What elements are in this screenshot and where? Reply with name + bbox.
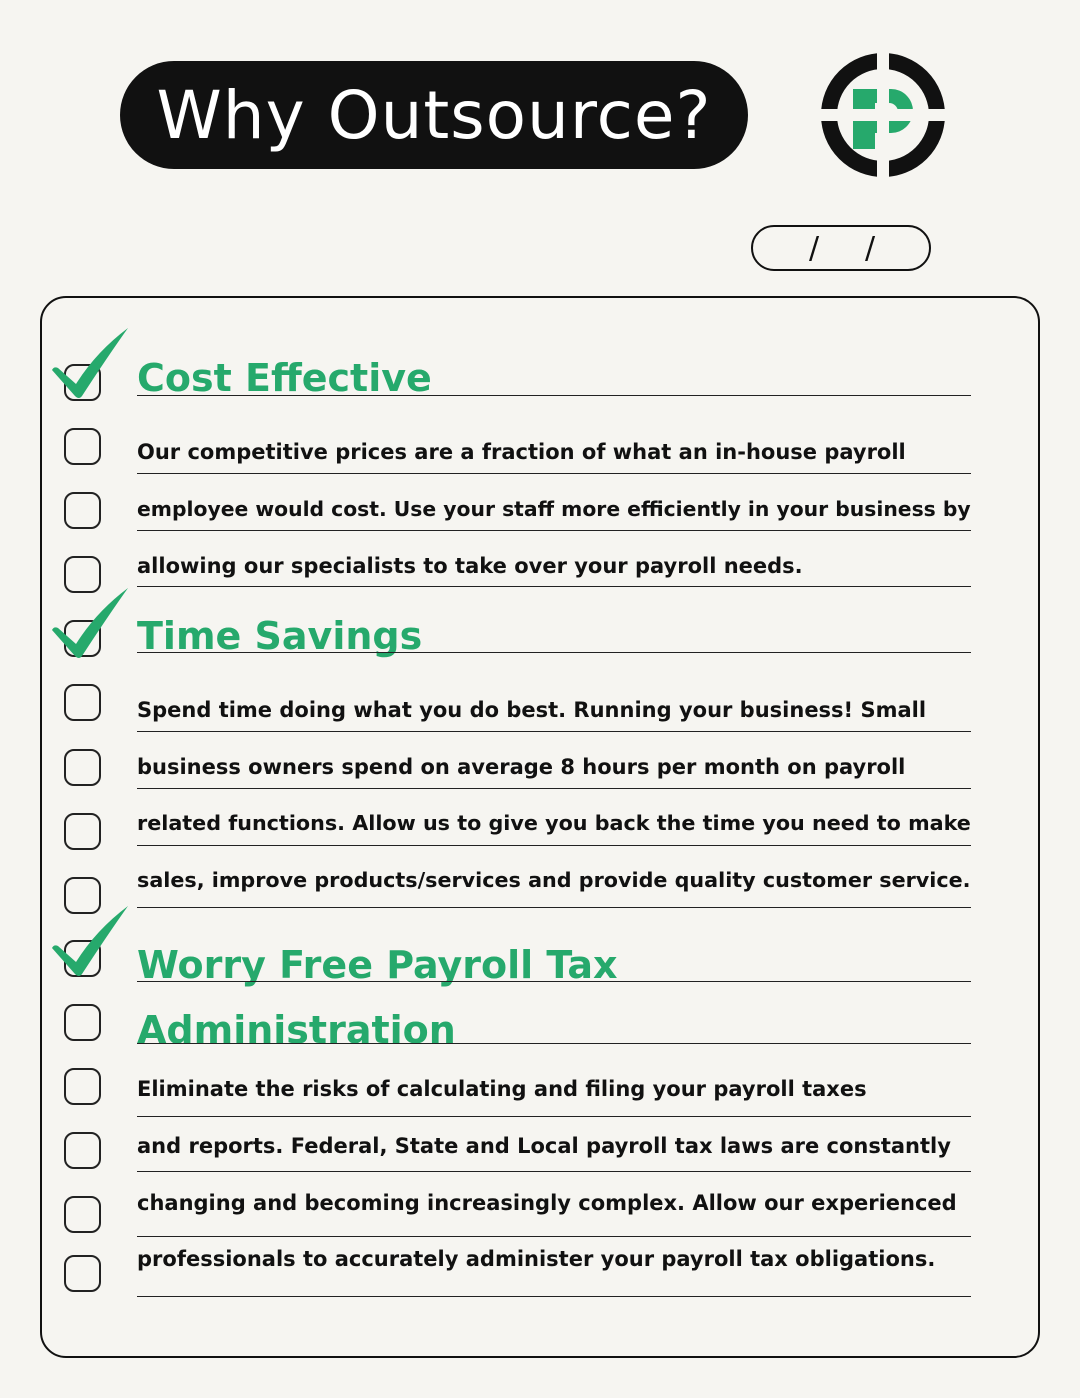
divider: [137, 981, 971, 982]
body-line: business owners spend on average 8 hours per month on payroll: [137, 755, 906, 779]
divider: [137, 586, 971, 587]
divider: [137, 845, 971, 846]
divider: [137, 788, 971, 789]
title-banner: [120, 61, 748, 169]
body-line: employee would cost. Use your staff more efficiently in your business by: [137, 497, 971, 521]
checkbox[interactable]: [64, 813, 101, 850]
body-line: and reports. Federal, State and Local payroll tax laws are constantly: [137, 1134, 951, 1158]
divider: [137, 1296, 971, 1297]
divider: [137, 731, 971, 732]
checkbox[interactable]: [64, 684, 101, 721]
body-line: Eliminate the risks of calculating and filing your payroll taxes: [137, 1077, 867, 1101]
divider: [137, 652, 971, 653]
checkbox[interactable]: [64, 1004, 101, 1041]
section-heading: Time Savings: [137, 614, 423, 658]
body-line: Spend time doing what you do best. Running your business! Small: [137, 698, 927, 722]
date-field[interactable]: [751, 225, 931, 271]
divider: [137, 1043, 971, 1044]
payroll-p-logo-icon: [819, 51, 947, 179]
section-heading: Administration: [137, 1008, 456, 1052]
date-separator: /: [865, 231, 876, 266]
checkbox[interactable]: [64, 1196, 101, 1233]
divider: [137, 1171, 971, 1172]
divider: [137, 907, 971, 908]
date-separator: /: [809, 231, 820, 266]
body-line: professionals to accurately administer your payroll tax obligations.: [137, 1247, 936, 1271]
body-line: sales, improve products/services and provide quality customer service.: [137, 868, 971, 892]
divider: [137, 1236, 971, 1237]
checkbox[interactable]: [64, 749, 101, 786]
page-title: Why Outsource?: [156, 76, 712, 154]
checkbox[interactable]: [64, 492, 101, 529]
checkbox[interactable]: [64, 1132, 101, 1169]
checkmark-icon: [48, 326, 132, 402]
divider: [137, 473, 971, 474]
divider: [137, 530, 971, 531]
checkbox[interactable]: [64, 1068, 101, 1105]
checkmark-icon: [48, 904, 132, 980]
section-heading: Cost Effective: [137, 356, 432, 400]
body-line: related functions. Allow us to give you back the time you need to make: [137, 811, 971, 835]
divider: [137, 395, 971, 396]
checkbox[interactable]: [64, 1255, 101, 1292]
section-heading: Worry Free Payroll Tax: [137, 943, 618, 987]
checkbox[interactable]: [64, 428, 101, 465]
divider: [137, 1116, 971, 1117]
body-line: Our competitive prices are a fraction of what an in-house payroll: [137, 440, 906, 464]
body-line: allowing our specialists to take over your payroll needs.: [137, 554, 803, 578]
checkmark-icon: [48, 586, 132, 662]
body-line: changing and becoming increasingly complex. Allow our experienced: [137, 1191, 957, 1215]
